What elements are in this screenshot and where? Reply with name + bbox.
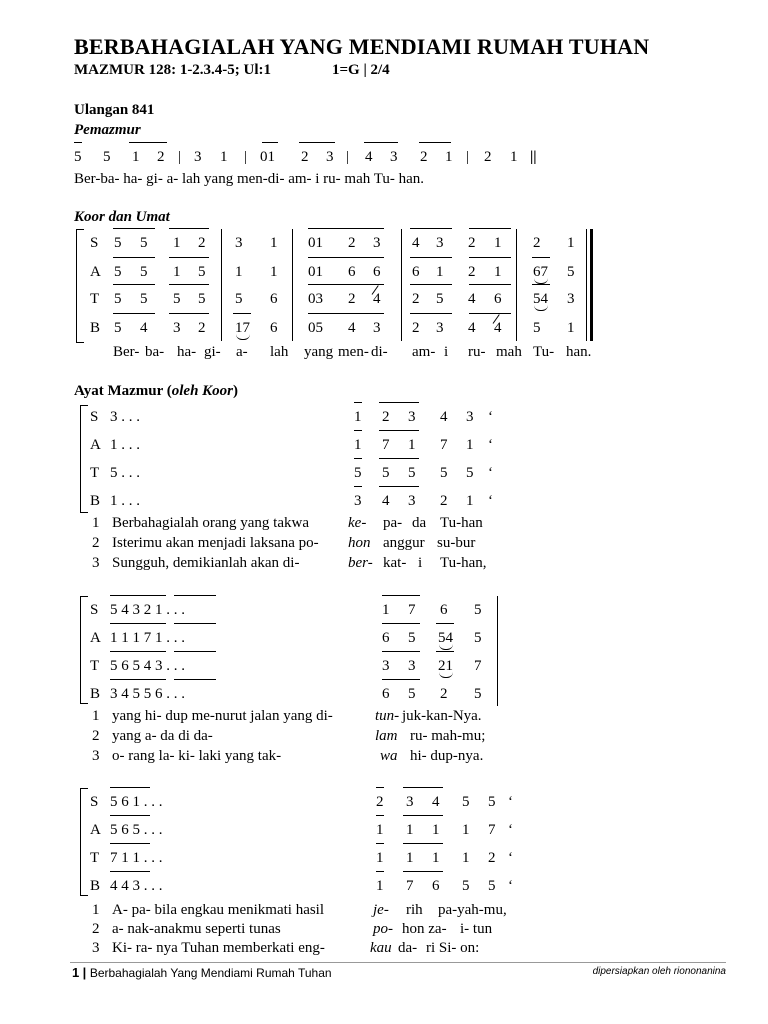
verse-block-2-a: A 1 1 1 7 1 . . . 6 5 54 5	[90, 630, 500, 650]
verse-block-3-a: A 5 6 5 . . . 1 1 1 1 7 ‘	[90, 822, 510, 842]
choir-voice-b: B 5 4 3 2 17 6 05 4 3 2 3 4 4 5 1	[90, 320, 590, 340]
verse-block-3-s: S 5 6 1 . . . 2 3 4 5 5 ‘	[90, 794, 510, 814]
psalm-reference	[74, 62, 390, 79]
ulangan-heading: Ulangan 841	[74, 102, 155, 118]
footer-divider	[70, 962, 726, 963]
song-title: BERBAHAGIALAH YANG MENDIAMI RUMAH TUHAN	[74, 34, 650, 59]
verse-block-2	[80, 594, 510, 706]
footer-left: 1 | Berbahagialah Yang Mendiami Rumah Tuhan	[72, 965, 332, 980]
ulangan-lyrics: Ber-ba- ha- gi- a- lah yang men-di- am- i ru- mah Tu- han.	[74, 171, 425, 187]
choir-voice-t: T 5 5 5 5 5 6 03 2 4 2 5 4 6 54 3	[90, 291, 590, 311]
choir-voice-a: A 5 5 1 5 1 1 01 6 6 6 1 2 1 67 5	[90, 264, 590, 284]
choir-lyrics: Ber- ba- ha- gi- a- lah yang men- di- am- i ru- mah Tu- han.	[113, 344, 592, 360]
verse-block-3	[80, 786, 520, 898]
footer-credit: dipersiapkan oleh riononanina	[592, 966, 726, 977]
verse-block-3-b: B 4 4 3 . . . 1 7 6 5 5 ‘	[90, 878, 510, 898]
choir-heading: Koor dan Umat	[74, 209, 170, 225]
verses-heading: Ayat Mazmur (oleh Koor)	[74, 383, 239, 399]
footer-title: Berbahagialah Yang Mendiami Rumah Tuhan	[89, 966, 332, 980]
ulangan-notation: 5 5 1 2 | 3 1 | 01 2 3 | 4 3 2 1 | 2 1 ||	[74, 149, 554, 169]
verse-block-2-text: 1 yang hi- dup me-nurut jalan yang di- tun- juk-kan-Nya. 2 yang a- da di da- lam ru- mah-mu; 3 o- rang la- ki- laki yang tak- wa hi- dup-nya.	[92, 708, 486, 764]
choir-bracket	[76, 229, 84, 343]
verse-block-1	[80, 403, 510, 515]
verse-block-1-a: A 1 . . . 1 7 1 7 1 ‘	[90, 437, 500, 457]
soloist-label: Pemazmur	[74, 122, 141, 138]
verse-block-2-b: B 3 4 5 5 6 . . . 6 5 2 5	[90, 686, 500, 706]
verse-block-2-t: T 5 6 5 4 3 . . . 3 3 21 7	[90, 658, 500, 678]
verse-block-3-t: T 7 1 1 . . . 1 1 1 1 2 ‘	[90, 850, 510, 870]
verse-block-2-s: S 5 4 3 2 1 . . . 1 7 6 5	[90, 602, 500, 622]
verse-block-1-t: T 5 . . . 5 5 5 5 5 ‘	[90, 465, 500, 485]
verse-block-1-text: 1 Berbahagialah orang yang takwa ke- pa- da Tu-han 2 Isterimu akan menjadi laksana po- hon anggur su-bur 3 Sungguh, demikianlah akan di- ber- kat- i Tu-han,	[92, 515, 487, 571]
page-number: 1	[72, 965, 80, 980]
choir-voice-s: S 5 5 1 2 3 1 01 2 3 4 3 2 1 2 1	[90, 235, 590, 255]
verse-block-1-b: B 1 . . . 3 4 3 2 1 ‘	[90, 493, 500, 513]
verse-block-1-s: S 3 . . . 1 2 3 4 3 ‘	[90, 409, 500, 429]
psalm-reference-text: MAZMUR 128: 1-2.3.4-5; Ul:1	[74, 62, 272, 78]
verse-block-3-text: 1 A- pa- bila engkau menikmati hasil je- rih pa-yah-mu, 2 a- nak-anakmu seperti tunas po- hon za- i- tun 3 Ki- ra- nya Tuhan memberkati eng- kau da- ri Si- on:	[92, 902, 507, 956]
key-and-time-signature: 1=G | 2/4	[332, 62, 390, 78]
choir-score	[76, 227, 606, 347]
